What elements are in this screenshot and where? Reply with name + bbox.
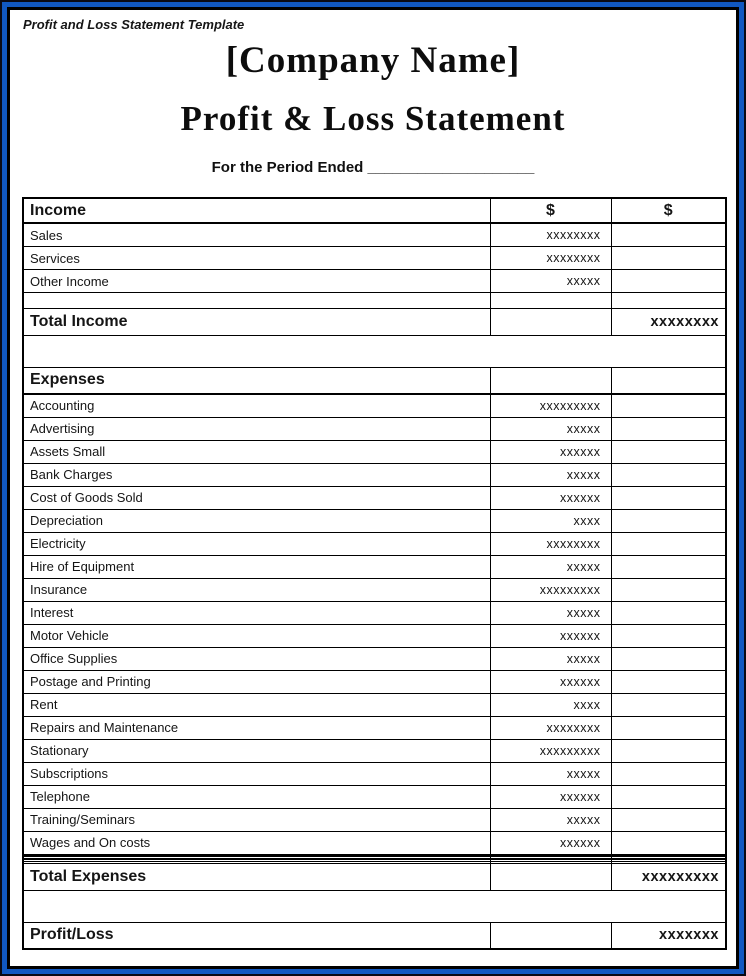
expense-item-total	[611, 578, 726, 601]
expense-item-amount: xxxxx	[490, 417, 611, 440]
expense-item-label: Advertising	[23, 417, 490, 440]
empty-cell	[23, 293, 490, 309]
total-income-label: Total Income	[23, 309, 490, 336]
expense-row	[23, 532, 726, 555]
income-item-amount: xxxxxxxx	[490, 223, 611, 247]
company-name-title: [Company Name]	[225, 40, 521, 81]
expense-item-label: Wages and On costs	[23, 831, 490, 854]
expense-item-total	[611, 509, 726, 532]
expense-item-total	[611, 394, 726, 418]
pl-table-body	[23, 198, 726, 949]
expense-item-amount: xxxxxxxxx	[490, 394, 611, 418]
total-expenses-blank	[490, 863, 611, 890]
expense-item-total	[611, 693, 726, 716]
profit-loss-table	[22, 197, 727, 950]
income-item-label: Other Income	[23, 270, 490, 293]
expenses-header-row	[23, 368, 726, 394]
empty-cell	[611, 293, 726, 309]
expense-item-label: Electricity	[23, 532, 490, 555]
expense-item-label: Assets Small	[23, 440, 490, 463]
expense-item-amount: xxxxxx	[490, 440, 611, 463]
expense-item-amount: xxxxx	[490, 555, 611, 578]
expense-item-label: Postage and Printing	[23, 670, 490, 693]
expense-item-label: Depreciation	[23, 509, 490, 532]
empty-row	[23, 293, 726, 309]
total-income-amount: xxxxxxxx	[611, 309, 726, 336]
expense-row	[23, 716, 726, 739]
currency-column-1: $	[490, 198, 611, 223]
expense-item-label: Office Supplies	[23, 647, 490, 670]
expense-row	[23, 440, 726, 463]
expense-item-total	[611, 739, 726, 762]
profit-loss-label: Profit/Loss	[23, 922, 490, 949]
expenses-header-blank	[611, 368, 726, 394]
expense-item-total	[611, 417, 726, 440]
expense-item-total	[611, 486, 726, 509]
income-item-total	[611, 223, 726, 247]
period-label: For the Period Ended	[211, 159, 364, 176]
statement-title: Profit & Loss Statement	[180, 99, 566, 138]
expense-item-amount: xxxxxxxx	[490, 716, 611, 739]
income-item-label: Services	[23, 247, 490, 270]
expense-item-label: Hire of Equipment	[23, 555, 490, 578]
income-item-amount: xxxxx	[490, 270, 611, 293]
expense-item-total	[611, 440, 726, 463]
expense-item-amount: xxxxxx	[490, 624, 611, 647]
income-row	[23, 247, 726, 270]
expense-item-amount: xxxxxx	[490, 831, 611, 854]
expense-row	[23, 647, 726, 670]
profit-loss-row	[23, 922, 726, 949]
income-section-label: Income	[23, 198, 490, 223]
expense-row	[23, 624, 726, 647]
expense-item-amount: xxxxxxxx	[490, 532, 611, 555]
expense-item-label: Bank Charges	[23, 463, 490, 486]
expense-row	[23, 555, 726, 578]
total-expenses-row	[23, 863, 726, 890]
expenses-section-label: Expenses	[23, 368, 490, 394]
expense-item-amount: xxxxxxxxx	[490, 739, 611, 762]
expense-item-label: Repairs and Maintenance	[23, 716, 490, 739]
expense-row	[23, 808, 726, 831]
expense-item-total	[611, 647, 726, 670]
expense-item-label: Cost of Goods Sold	[23, 486, 490, 509]
total-expenses-amount: xxxxxxxxx	[611, 863, 726, 890]
expense-row	[23, 394, 726, 418]
expense-item-label: Interest	[23, 601, 490, 624]
expense-item-label: Training/Seminars	[23, 808, 490, 831]
income-row	[23, 270, 726, 293]
period-line	[22, 159, 724, 176]
total-income-row	[23, 309, 726, 336]
expense-item-label: Telephone	[23, 785, 490, 808]
section-gap-row	[23, 890, 726, 922]
expense-row	[23, 463, 726, 486]
profit-loss-amount: xxxxxxx	[611, 922, 726, 949]
expense-item-total	[611, 532, 726, 555]
template-label: Profit and Loss Statement Template	[23, 17, 245, 32]
expense-row	[23, 831, 726, 854]
expense-row	[23, 486, 726, 509]
expense-row	[23, 762, 726, 785]
expense-item-label: Stationary	[23, 739, 490, 762]
expense-item-label: Rent	[23, 693, 490, 716]
expense-item-amount: xxxxx	[490, 601, 611, 624]
income-item-total	[611, 270, 726, 293]
expense-item-total	[611, 624, 726, 647]
expenses-header-blank	[490, 368, 611, 394]
total-expenses-label: Total Expenses	[23, 863, 490, 890]
expense-item-total	[611, 463, 726, 486]
expense-row	[23, 693, 726, 716]
section-gap-row	[23, 336, 726, 368]
expense-row	[23, 739, 726, 762]
income-item-total	[611, 247, 726, 270]
expense-item-amount: xxxxxxxxx	[490, 578, 611, 601]
expense-item-amount: xxxxx	[490, 762, 611, 785]
expense-item-amount: xxxxx	[490, 808, 611, 831]
expense-row	[23, 509, 726, 532]
total-income-blank	[490, 309, 611, 336]
profit-loss-blank	[490, 922, 611, 949]
currency-column-2: $	[611, 198, 726, 223]
document-page	[7, 7, 739, 969]
expense-item-total	[611, 555, 726, 578]
expense-item-total	[611, 831, 726, 854]
expense-item-amount: xxxx	[490, 693, 611, 716]
expense-row	[23, 417, 726, 440]
expense-item-amount: xxxxxx	[490, 785, 611, 808]
expense-item-label: Motor Vehicle	[23, 624, 490, 647]
period-blank-line: ____________________	[367, 159, 535, 176]
expense-item-total	[611, 808, 726, 831]
gap-cell	[23, 336, 726, 368]
expense-item-amount: xxxx	[490, 509, 611, 532]
expense-item-total	[611, 601, 726, 624]
expense-row	[23, 578, 726, 601]
income-row	[23, 223, 726, 247]
gap-cell	[23, 890, 726, 922]
expense-item-amount: xxxxxx	[490, 670, 611, 693]
income-item-amount: xxxxxxxx	[490, 247, 611, 270]
income-header-row	[23, 198, 726, 223]
expense-row	[23, 601, 726, 624]
income-item-label: Sales	[23, 223, 490, 247]
expense-item-label: Subscriptions	[23, 762, 490, 785]
expense-row	[23, 670, 726, 693]
empty-cell	[490, 293, 611, 309]
expense-item-label: Accounting	[23, 394, 490, 418]
expense-item-total	[611, 762, 726, 785]
expense-item-label: Insurance	[23, 578, 490, 601]
expense-item-amount: xxxxx	[490, 463, 611, 486]
expense-item-total	[611, 785, 726, 808]
expense-item-amount: xxxxx	[490, 647, 611, 670]
expense-item-total	[611, 670, 726, 693]
expense-row	[23, 785, 726, 808]
expense-item-total	[611, 716, 726, 739]
expense-item-amount: xxxxxx	[490, 486, 611, 509]
